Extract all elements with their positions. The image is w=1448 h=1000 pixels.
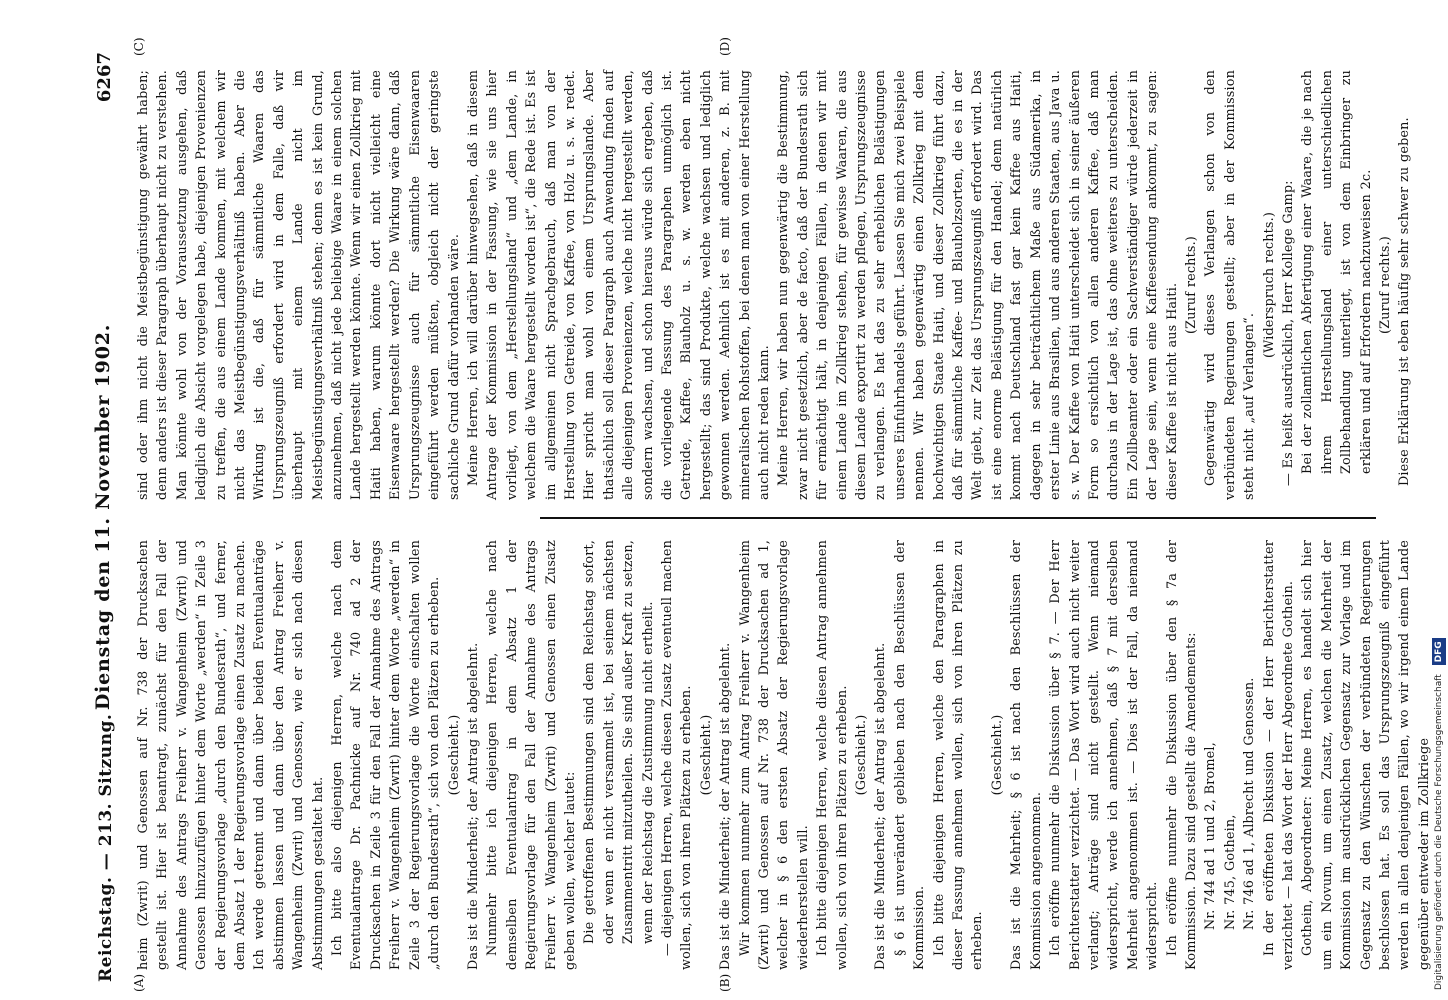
margin-mark-c: (C) (132, 37, 146, 56)
paragraph: Meine Herren, ich will darüber hinwegsehen, daß in diesem Antrage der Kommission in der Fassung, wie sie uns hier vorliegt, von dem „Herstellungsland“ und „dem Lande, in welchem die Waare hergestellt worden ist“, die Rede ist. Es ist im allgemeinen nicht Sprachgebrauch, daß man von der Herstellung von Getreide, von Kaffee, von Holz u. s. w. redet. Hier spricht man wohl von einem Ursprungslande. Aber thatsächlich soll dieser Paragraph auch Anwendung finden auf alle diejenigen Provenienzen, welche nicht hergestellt werden, sondern wachsen, und schon hieraus würde sich ergeben, daß die vorliegende Fassung des Paragraphen unmöglich ist. Getreide, Kaffee, Blauholz u. s. w. werden eben nicht hergestellt; das sind Produkte, welche wachsen und lediglich gewonnen werden. Aehnlich ist es mit anderen, z. B. mit mineralischen Rohstoffen, bei denen man von einer Herstellung auch nicht reden kann. (465, 70, 772, 500)
paragraph: Ich bitte also diejenigen Herren, welche nach dem Eventualantrage Dr. Pachnicke auf Nr. 740 ad 2 der Drucksachen in Zeile 3 für den Fall der Annahme des Antrags Freiherr v. Wangenheim (Zwrit) hinter dem Worte „werden“ in Zeile 3 der Regierungsvorlage die Worte einschalten wollen „durch den Bundesrath“, sich von den Plätzen zu erheben. (330, 540, 443, 970)
paragraph: Das ist die Minderheit; der Antrag ist abgelehnt. (718, 642, 734, 970)
digitization-note: Digitalisierung gefördert durch die Deutsche Forschungsgemeinschaft (1434, 674, 1444, 990)
paragraph: Das ist die Mehrheit; § 6 ist nach den Beschlüssen der Kommission angenommen. (1009, 540, 1044, 970)
paragraph: Nr. 745, Gothein, (1222, 814, 1238, 930)
paragraph: Ich eröffne nunmehr die Diskussion über § 7. — Der Herr Berichterstatter verzichtet. — Das Wort wird auch nicht weiter verlangt; Anträge sind nicht gestellt. Wenn niemand widerspricht, werde ich annehmen, daß § 7 mit derselben Mehrheit angenommen ist. — Dies ist der Fall, da niemand widerspricht. (1048, 540, 1161, 970)
margin-mark-b: (B) (718, 973, 732, 992)
page-number: 6267 (94, 52, 115, 103)
paragraph: Ich bitte diejenigen Herren, welche diesen Antrag annehmen wollen, sich von ihren Plätzen zu erheben. (815, 540, 850, 970)
paragraph: Die getroffenen Bestimmungen sind dem Reichstag sofort, oder wenn er nicht versammelt ist, bei seinem nächsten Zusammentritt mitzutheilen. Sie sind außer Kraft zu setzen, wenn der Reichstag die Zustimmung nicht ertheilt. (582, 540, 656, 944)
paragraph: heim (Zwrit) und Genossen auf Nr. 738 der Drucksachen gestellt ist. Hier ist beantragt, zunächst für den Fall der Annahme des Antrags Freiherr v. Wangenheim (Zwrit) und Genossen hinzuzufügen hinter dem Worte „werden“ in Zeile 3 der Regierungsvorlage „durch den Bundesrath“, und ferner, dem Absatz 1 der Regierungsvorlage einen Zusatz zu machen. Ich werde getrennt und dann über beiden Eventualanträge abstimmen lassen und dann über den Antrag Freiherr v. Wangenheim (Zwrit) und Genossen, wie er sich nach diesen Abstimmungen gestaltet hat. (136, 540, 326, 970)
paragraph: Das ist die Minderheit; der Antrag ist abgelehnt. (873, 642, 889, 970)
paragraph: Diese Erklärung ist eben häufig sehr schwer zu geben. (1397, 117, 1413, 486)
paragraph: Nr. 744 ad 1 und 2, Bromel, (1203, 742, 1219, 930)
paragraph: (Zuruf rechts.) (1378, 236, 1393, 334)
paragraph: Gothein, Abgeordneter: Meine Herren, es handelt sich hier um ein Novum, um einen Zusatz, welchen die Mehrheit der Kommission im ausdrücklichen Gegensatz zur Vorlage und im Gegensatz zu den Wünschen der verbündeten Regierungen beschlossen hat. Es soll das Ursprungszeugniß eingeführt werden in allen denjenigen Fällen, wo wir irgend einem Lande gegenüber entweder im Zollkriege (1300, 540, 1432, 970)
paragraph: Ich eröffne nunmehr die Diskussion über den § 7a der Kommission. Dazu sind gestellt die Amendements: (1164, 540, 1199, 970)
paragraph: (Geschieht.) (854, 714, 870, 796)
text-column-right (134, 70, 1415, 500)
paragraph: § 6 ist unverändert geblieben nach den Beschlüssen der Kommission. (892, 540, 928, 970)
paragraph: sind oder ihm nicht die Meistbegünstigung gewährt haben; denn anders ist dieser Paragraph überhaupt nicht zu verstehen. Man könnte wohl von der Voraussetzung ausgehen, daß lediglich die Absicht vorgelegen habe, diejenigen Provenienzen zu treffen, die aus einem Lande kommen, mit welchem wir nicht das Meistbegünstigungsverhältniß haben. Aber die Wirkung ist die, daß für sämmtliche Waaren das Ursprungszeugniß erfordert wird in dem Falle, daß wir überhaupt mit einem Lande nicht im Meistbegünstigungsverhältniß stehen; denn es ist kein Grund, anzunehmen, daß nicht jede beliebige Waare in einem solchen Lande hergestellt werden könnte. Wenn wir einen Zollkrieg mit Haiti haben, warum könnte dort nicht vielleicht eine Eisenwaare hergestellt werden? Die Wirkung wäre dann, daß Ursprungszeugnisse auch für sämmtliche Eisenwaaren eingeführt werden müßten, obgleich nicht der geringste sachliche Grund dafür vorhanden wäre. (136, 70, 462, 500)
paragraph: (Geschieht.) (698, 714, 714, 796)
paragraph: (Zuruf rechts.) (1183, 236, 1199, 334)
text-column-left (134, 540, 1434, 970)
dfg-logo: DFG (1432, 638, 1446, 665)
column-divider (540, 517, 1376, 519)
digitization-sidenote (1412, 10, 1444, 990)
paragraph: Ich bitte diejenigen Herren, welche den Paragraphen in dieser Fassung annehmen wollen, sich von ihren Plätzen zu erheben. (931, 540, 986, 970)
margin-mark-a: (A) (132, 973, 146, 992)
header-date: Dienstag den 11. November 1902. (92, 323, 114, 711)
paragraph: Bei der zollamtlichen Abfertigung einer Waare, die je nach ihrem Herstellungsland einer unterschiedlichen Zollbehandlung unterliegt, ist von dem Einbringer zu erklären und auf Erfordern nachzuweisen 2c. (1300, 70, 1374, 474)
paragraph: — Es heißt ausdrücklich, Herr Kollege Gamp: (1280, 180, 1296, 486)
document-page (88, 37, 1432, 992)
paragraph: Wir kommen nunmehr zum Antrag Freiherr v. Wangenheim (Zwrit) und Genossen auf Nr. 738 der Drucksachen ad 1, welcher in § 6 den ersten Absatz der Regierungsvorlage wiederherstellen will. (737, 540, 811, 970)
paragraph: — diejenigen Herren, welche diesen Zusatz eventuell machen wollen, sich von ihren Plätzen zu erheben. (659, 540, 695, 970)
paragraph: In der eröffneten Diskussion — der Herr Berichterstatter verzichtet — hat das Wort der Herr Abgeordnete Gothein. (1261, 540, 1296, 970)
paragraph: (Geschieht.) (989, 714, 1005, 796)
paragraph: Gegenwärtig wird dieses Verlangen schon von den verbündeten Regierungen gestellt; aber in der Kommission steht nicht „auf Verlangen“. (1203, 70, 1258, 500)
paragraph: (Widerspruch rechts.) (1261, 212, 1277, 359)
paragraph: (Geschieht.) (446, 714, 462, 796)
page-header (88, 52, 128, 982)
paragraph: Das ist die Minderheit; der Antrag ist abgelehnt. (465, 642, 481, 970)
header-left: Reichstag. — 213. Sitzung. (96, 713, 116, 982)
paragraph: Nr. 746 ad 1, Albrecht und Genossen. (1242, 677, 1258, 930)
paragraph: Meine Herren, wir haben nun gegenwärtig die Bestimmung, zwar nicht gesetzlich, aber de facto, daß der Bundesrath sich für ermächtigt hält, in denjenigen Fällen, in denen wir mit einem Lande im Zollkrieg stehen, für gewisse Waaren, die aus diesem Lande exportirt zu werden pflegen, Ursprungszeugnisse zu verlangen. Es hat das zu sehr erheblichen Belästigungen unseres Einfuhrhandels geführt. Lassen Sie mich zwei Beispiele nennen. Wir haben gegenwärtig einen Zollkrieg mit dem hochwichtigen Staate Haiti, und dieser Zollkrieg führt dazu, daß für sämmtliche Kaffee- und Blauholzsorten, die es in der Welt giebt, zur Zeit das Ursprungszeugniß erfordert wird. Das ist eine enorme Belästigung für den Handel; denn natürlich kommt nach Deutschland fast gar kein Kaffee aus Haiti, dagegen in sehr beträchtlichem Maße aus Südamerika, in erster Linie aus Brasilien, und aus anderen Staaten, aus Java u. s. w. Der Kaffee von Haiti unterscheidet sich in seiner äußeren Form so ersichtlich von allen anderen Kaffee, daß man durchaus in der Lage ist, das ohne weiteres zu unterscheiden. Ein Zollbeamter oder ein Sachverständiger würde jederzeit in der Lage sein, wenn eine Kaffeesendung ankommt, zu sagen: dieser Kaffee ist nicht aus Haiti. (776, 70, 1180, 500)
margin-mark-d: (D) (718, 37, 732, 56)
paragraph: Nunmehr bitte ich diejenigen Herren, welche nach demselben Eventualantrag in dem Absatz 1 der Regierungsvorlage für den Fall der Annahme des Antrags Freiherr v. Wangenheim (Zwrit) und Genossen einen Zusatz geben wollen, welcher lautet: (485, 540, 578, 970)
